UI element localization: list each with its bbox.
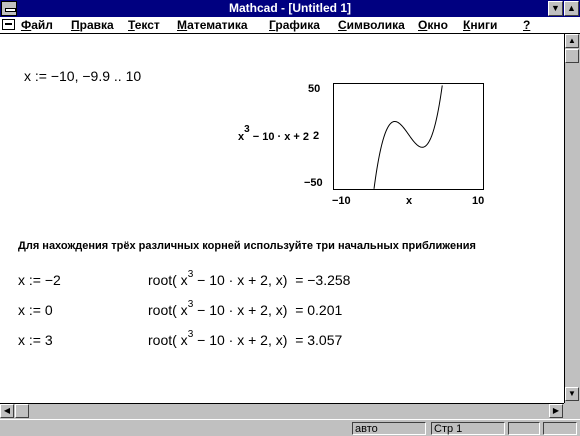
x-axis-label: x bbox=[406, 195, 413, 207]
root-result-1: = −3.258 bbox=[295, 272, 351, 288]
window-title: Mathcad - [Untitled 1] bbox=[229, 1, 351, 15]
y-tick-label: 2 bbox=[313, 130, 320, 142]
horizontal-scrollbar[interactable] bbox=[0, 403, 564, 419]
menu-books[interactable]: Книги bbox=[463, 18, 498, 32]
menu-window[interactable]: Окно bbox=[418, 18, 448, 32]
x-tick-label: 10 bbox=[472, 195, 485, 207]
worksheet[interactable] bbox=[0, 34, 564, 403]
status-bar bbox=[0, 419, 580, 436]
root-result-2: = 0.201 bbox=[295, 302, 343, 318]
guess-2[interactable]: x := 0 bbox=[18, 302, 53, 318]
menu-file[interactable]: Файл bbox=[21, 18, 53, 32]
status-mode: авто bbox=[352, 422, 426, 435]
root-result-3: = 3.057 bbox=[295, 332, 343, 348]
root-expression-1[interactable]: root( $x^3 - 10 \cdot x + 2$, x) = −3.258 bbox=[148, 269, 351, 288]
scroll-down-button[interactable]: ▼ bbox=[565, 387, 579, 401]
menu-text[interactable]: Текст bbox=[128, 18, 160, 32]
y-tick-label: −50 bbox=[304, 177, 323, 189]
minimize-button[interactable]: ▼ bbox=[548, 1, 563, 16]
range-definition[interactable]: x := −10, −9.9 .. 10 bbox=[24, 68, 142, 84]
scroll-right-button[interactable]: ▶ bbox=[549, 404, 563, 418]
title-bar bbox=[0, 0, 580, 17]
guess-1[interactable]: x := −2 bbox=[18, 272, 61, 288]
scroll-thumb-vertical[interactable] bbox=[565, 49, 579, 63]
menu-help[interactable]: ? bbox=[523, 18, 531, 32]
plot-frame bbox=[334, 84, 484, 190]
menu-edit[interactable]: Правка bbox=[71, 18, 114, 32]
menu-symbolics[interactable]: Символика bbox=[338, 18, 405, 32]
document-system-menu[interactable] bbox=[2, 19, 15, 30]
scroll-up-button[interactable]: ▲ bbox=[565, 34, 579, 48]
root-expression-2[interactable]: root( $x^3 - 10 \cdot x + 2$, x) = 0.201 bbox=[148, 299, 343, 318]
root-expression-3[interactable]: root( $x^3 - 10 \cdot x + 2$, x) = 3.057 bbox=[148, 329, 343, 348]
scroll-left-button[interactable]: ◀ bbox=[0, 404, 14, 418]
scroll-thumb-horizontal[interactable] bbox=[15, 404, 29, 418]
menu-math[interactable]: Математика bbox=[177, 18, 248, 32]
y-tick-label: 50 bbox=[308, 83, 321, 95]
maximize-button[interactable]: ▲ bbox=[564, 1, 579, 16]
status-cell-empty bbox=[508, 422, 540, 435]
plot-region[interactable] bbox=[333, 83, 484, 190]
scroll-corner bbox=[564, 403, 580, 419]
vertical-scrollbar[interactable] bbox=[564, 34, 580, 403]
status-page: Стр 1 bbox=[431, 422, 505, 435]
instruction-text: Для нахождения трёх различных корней используйте три начальных приближения bbox=[18, 240, 476, 252]
menu-bar bbox=[0, 17, 580, 34]
menu-graphics[interactable]: Графика bbox=[269, 18, 320, 32]
guess-3[interactable]: x := 3 bbox=[18, 332, 53, 348]
x-tick-label: −10 bbox=[332, 195, 351, 207]
y-axis-label: $x^3 - 10 \cdot x + 2$ bbox=[238, 124, 310, 143]
status-cell-empty bbox=[543, 422, 577, 435]
